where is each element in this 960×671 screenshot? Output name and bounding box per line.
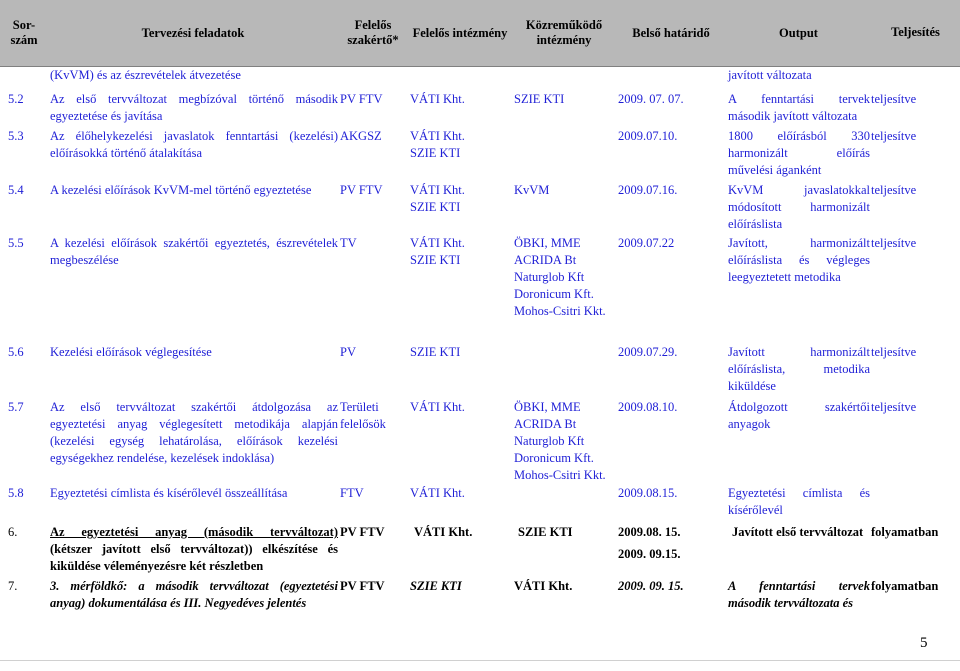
row6-feladat-l1: Az egyeztetési anyag (második tervváltozat)	[50, 525, 338, 539]
row6-kozremukodo: SZIE KTI	[518, 525, 573, 539]
row52-feladat-l1: Az első tervváltozat megbízóval történő második	[50, 92, 338, 106]
row55-kozremukodo-l2: ACRIDA Bt	[514, 253, 577, 267]
header-output	[726, 0, 871, 66]
header-sorszam	[0, 0, 48, 66]
row7-output-l1: A fenntartási tervek	[728, 579, 870, 593]
header-intezmeny-text: Felelős intézmény	[412, 25, 508, 40]
row55-num: 5.5	[8, 236, 24, 250]
row54-felelos: PV FTV	[340, 183, 383, 197]
row53-output-l3: művelési áganként	[728, 163, 822, 177]
header-teljesites-text: Teljesítés	[891, 25, 940, 39]
row52-feladat-l2: egyeztetése és javítása	[50, 109, 163, 123]
header-feladat	[48, 0, 338, 66]
row7-kozremukodo: VÁTI Kht.	[514, 579, 573, 593]
row53-intezmeny-l1: VÁTI Kht.	[410, 129, 465, 143]
header-output-text: Output	[779, 25, 818, 40]
row56-hatarido: 2009.07.29.	[618, 345, 678, 359]
row55-kozremukodo-l3: Naturglob Kft	[514, 270, 585, 284]
row6-output: Javított első tervváltozat	[732, 525, 864, 539]
row7-hatarido: 2009. 09. 15.	[618, 579, 684, 593]
row54-intezmeny-l1: VÁTI Kht.	[410, 183, 465, 197]
row55-output-l3: leegyeztetett metodika	[728, 270, 841, 284]
row52-felelos: PV FTV	[340, 92, 383, 106]
row57-kozremukodo-l1: ÖBKI, MME	[514, 400, 581, 414]
row58-output-l1: Egyeztetési címlista és	[728, 486, 870, 500]
row0-feladat: (KvVM) és az észrevételek átvezetése	[50, 68, 241, 82]
row55-feladat-l2: megbeszélése	[50, 253, 119, 267]
row6-teljesites: folyamatban	[871, 525, 939, 539]
row56-num: 5.6	[8, 345, 24, 359]
row52-intezmeny: VÁTI Kht.	[410, 92, 465, 106]
row58-num: 5.8	[8, 486, 24, 500]
row55-kozremukodo-l1: ÖBKI, MME	[514, 236, 581, 250]
header-intezmeny	[408, 0, 512, 66]
row56-feladat: Kezelési előírások véglegesítése	[50, 345, 212, 359]
row54-teljesites: teljesítve	[871, 183, 917, 197]
row55-output-l2: előíráslista és végleges	[728, 253, 870, 267]
row52-num: 5.2	[8, 92, 24, 106]
row54-output-l1: KvVM javaslatokkal	[728, 183, 870, 197]
row54-output-l3: előíráslista	[728, 217, 783, 231]
header-hatarido	[616, 0, 726, 66]
row53-feladat-l2: előírásokká történő átalakítása	[50, 146, 203, 160]
row58-felelos: FTV	[340, 486, 364, 500]
row57-kozremukodo-l3: Naturglob Kft	[514, 434, 585, 448]
row7-intezmeny: SZIE KTI	[410, 579, 462, 593]
row53-feladat-l1: Az élőhelykezelési javaslatok fenntartási (kezelési)	[50, 129, 338, 143]
row56-felelos: PV	[340, 345, 356, 359]
row58-intezmeny: VÁTI Kht.	[410, 486, 465, 500]
row52-teljesites: teljesítve	[871, 92, 917, 106]
row53-output-l2: harmonizált előírás	[728, 146, 870, 160]
row57-feladat-l4: egységekhez rendelése, kezelések indoklása)	[50, 451, 275, 465]
row57-feladat-l2: egyeztetési anyag véglegesített metodikája alapján	[50, 417, 338, 431]
row53-num: 5.3	[8, 129, 24, 143]
row54-kozremukodo: KvVM	[514, 183, 550, 197]
row58-feladat: Egyeztetési címlista és kísérőlevél összeállítása	[50, 486, 288, 500]
row53-teljesites: teljesítve	[871, 129, 917, 143]
row6-intezmeny: VÁTI Kht.	[414, 525, 473, 539]
row52-output-l1: A fenntartási tervek	[728, 92, 870, 106]
row56-intezmeny: SZIE KTI	[410, 345, 461, 359]
row53-intezmeny-l2: SZIE KTI	[410, 146, 461, 160]
row57-felelos-l1: Területi	[340, 400, 379, 414]
row56-output-l3: kiküldése	[728, 379, 776, 393]
row57-num: 5.7	[8, 400, 24, 414]
row7-felelos: PV FTV	[340, 579, 385, 593]
header-hatarido-text: Belső határidő	[632, 25, 710, 40]
row57-feladat-l3: (kezelési egység lehatárolása, előírások kezelési	[50, 434, 338, 448]
row55-kozremukodo-l4: Doronicum Kft.	[514, 287, 594, 301]
row55-feladat-l1: A kezelési előírások szakértői egyeztetés, észrevételek	[50, 236, 338, 250]
row7-teljesites: folyamatban	[871, 579, 939, 593]
row54-output-l2: módosított harmonizált	[728, 200, 870, 214]
page-number: 5	[920, 635, 928, 651]
row53-output-l1: 1800 előírásból 330	[728, 129, 870, 143]
row55-felelos: TV	[340, 236, 357, 250]
row55-kozremukodo-l5: Mohos-Csitri Kkt.	[514, 304, 606, 318]
row52-kozremukodo: SZIE KTI	[514, 92, 565, 106]
bottom-divider	[0, 660, 960, 661]
row53-felelos: AKGSZ	[340, 129, 382, 143]
header-sorszam-text: Sor- szám	[10, 18, 38, 47]
row55-intezmeny-l2: SZIE KTI	[410, 253, 461, 267]
header-kozremukodo	[512, 0, 616, 66]
row57-kozremukodo-l5: Mohos-Csitri Kkt.	[514, 468, 606, 482]
row53-hatarido: 2009.07.10.	[618, 129, 678, 143]
row57-felelos-l2: felelősök	[340, 417, 386, 431]
header-felelos	[338, 0, 408, 66]
row56-teljesites: teljesítve	[871, 345, 917, 359]
row54-num: 5.4	[8, 183, 24, 197]
row57-intezmeny: VÁTI Kht.	[410, 400, 465, 414]
row55-hatarido: 2009.07.22	[618, 236, 675, 250]
row58-output-l2: kísérőlevél	[728, 503, 783, 517]
row7-num: 7.	[8, 579, 18, 593]
row54-feladat: A kezelési előírások KvVM-mel történő egyeztetése	[50, 183, 312, 197]
row52-output-l2: második javított változata	[728, 109, 858, 123]
row0-output: javított változata	[728, 68, 812, 82]
row55-output-l1: Javított, harmonizált	[728, 236, 870, 250]
row6-num: 6.	[8, 525, 18, 539]
row56-output-l2: előíráslista, metodika	[728, 362, 870, 376]
row6-felelos: PV FTV	[340, 525, 385, 539]
header-teljesites	[871, 0, 960, 66]
row57-hatarido: 2009.08.10.	[618, 400, 678, 414]
row54-hatarido: 2009.07.16.	[618, 183, 678, 197]
row55-teljesites: teljesítve	[871, 236, 917, 250]
row6-feladat-l3: kiküldése véleményezésre két részletben	[50, 559, 264, 573]
row58-hatarido: 2009.08.15.	[618, 486, 678, 500]
header-kozremukodo-text: Közreműködő intézmény	[525, 18, 603, 47]
header-feladat-text: Tervezési feladatok	[141, 25, 245, 40]
row54-intezmeny-l2: SZIE KTI	[410, 200, 461, 214]
row52-hatarido: 2009. 07. 07.	[618, 92, 684, 106]
row6-hatarido-l1: 2009.08. 15.	[618, 525, 681, 539]
row7-feladat-l2: anyag) dokumentálása és III. Negyedéves jelentés	[50, 596, 307, 610]
row56-output-l1: Javított harmonizált	[728, 345, 870, 359]
row6-feladat-l2: (kétszer javított első tervváltozat)) elkészítése és	[50, 542, 338, 556]
row57-feladat-l1: Az első tervváltozat szakértői átdolgozása az	[50, 400, 338, 414]
table-header	[0, 0, 960, 67]
header-felelos-text: Felelős szakértő*	[347, 18, 399, 47]
row57-teljesites: teljesítve	[871, 400, 917, 414]
row57-kozremukodo-l4: Doronicum Kft.	[514, 451, 594, 465]
row57-kozremukodo-l2: ACRIDA Bt	[514, 417, 577, 431]
row57-output-l1: Átdolgozott szakértői	[728, 400, 870, 414]
row7-feladat-l1: 3. mérföldkő: a második tervváltozat (egyeztetési	[50, 579, 338, 593]
row7-output-l2: második tervváltozata és	[728, 596, 853, 610]
row55-intezmeny-l1: VÁTI Kht.	[410, 236, 465, 250]
row6-hatarido-l2: 2009. 09.15.	[618, 547, 681, 561]
row57-output-l2: anyagok	[728, 417, 771, 431]
